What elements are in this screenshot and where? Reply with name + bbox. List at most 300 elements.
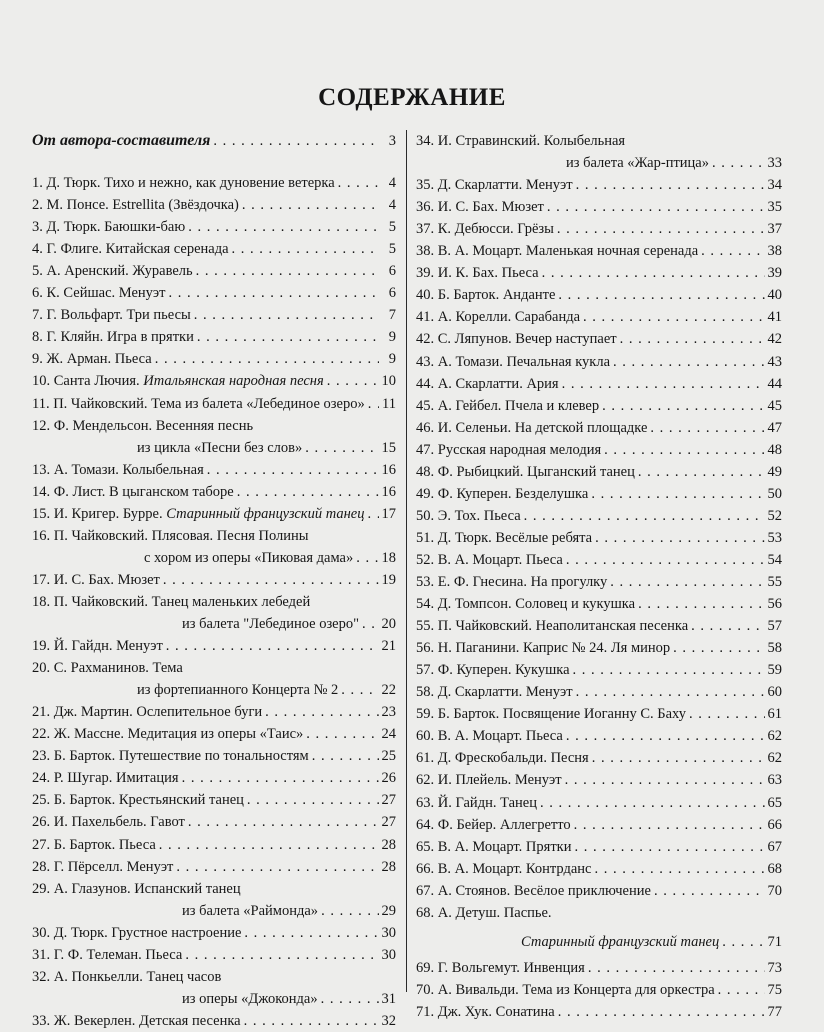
- toc-entry: [416, 351, 782, 373]
- toc-page-number: 34: [767, 177, 782, 194]
- dot-leader: [691, 615, 764, 637]
- toc-entry-title: 12. Ф. Мендельсон. Весенняя песнь: [32, 417, 254, 434]
- dot-leader: [638, 461, 765, 483]
- toc-entry: [32, 348, 396, 370]
- toc-entry-title: 13. А. Томази. Колыбельная: [32, 461, 204, 478]
- toc-entry-title: 8. Г. Кляйн. Игра в прятки: [32, 329, 194, 346]
- toc-entry-title: 50. Э. Тох. Пьеса: [416, 507, 521, 524]
- toc-page-number: 4: [388, 175, 396, 191]
- dot-leader: [557, 218, 765, 240]
- dot-leader: [604, 439, 764, 461]
- toc-entry: [32, 304, 396, 326]
- toc-entry: [32, 525, 396, 547]
- toc-page-number: 33: [767, 155, 782, 172]
- dot-leader: [338, 172, 379, 194]
- toc-entry: [32, 679, 396, 701]
- toc-entry-title: 42. С. Ляпунов. Вечер наступает: [416, 331, 617, 348]
- toc-entry: [32, 130, 396, 152]
- dot-leader: [547, 196, 765, 218]
- dot-leader: [362, 613, 378, 635]
- toc-entry: [32, 900, 396, 922]
- dot-leader: [306, 723, 378, 745]
- dot-leader: [592, 747, 765, 769]
- toc-page-number: 5: [388, 241, 396, 258]
- toc-entry-title: 69. Г. Вольгемут. Инвенция: [416, 959, 585, 976]
- toc-entry: [32, 613, 396, 635]
- dot-leader: [368, 393, 379, 415]
- toc-entry-title: 68. А. Детуш. Паспье.: [416, 904, 552, 921]
- toc-entry-title: 34. И. Стравинский. Колыбельная: [416, 133, 626, 149]
- toc-entry-title: 70. А. Вивальди. Тема из Концерта для оркестра: [416, 981, 715, 998]
- toc-page-number: 24: [381, 726, 396, 743]
- dot-leader: [712, 152, 765, 174]
- toc-page-number: 27: [381, 814, 396, 831]
- dot-leader: [613, 351, 764, 373]
- dot-leader: [207, 459, 379, 481]
- toc-entry: [416, 174, 782, 196]
- toc-page-number: 73: [767, 959, 782, 976]
- toc-entry: [32, 326, 396, 348]
- toc-entry-title: 64. Ф. Бейер. Аллегретто: [416, 816, 571, 833]
- dot-leader: [524, 505, 765, 527]
- toc-page-number: 66: [767, 816, 782, 833]
- toc-page-number: 15: [381, 439, 396, 456]
- toc-page-number: 21: [381, 638, 396, 655]
- dot-leader: [566, 725, 765, 747]
- dot-leader: [565, 769, 765, 791]
- toc-entry: [416, 527, 782, 549]
- toc-entry: [416, 262, 782, 284]
- toc-page-number: 23: [381, 704, 396, 721]
- dot-leader: [566, 549, 765, 571]
- toc-entry: [416, 979, 782, 1001]
- toc-page-number: 59: [767, 662, 782, 679]
- toc-entry-title: От автора-составителя: [32, 132, 211, 149]
- toc-entry-title: из балета «Раймонда»: [182, 902, 319, 919]
- toc-entry: [32, 789, 396, 811]
- dot-leader: [155, 348, 379, 370]
- toc-entry: [32, 370, 396, 392]
- toc-page-number: 58: [767, 640, 782, 657]
- toc-entry: [416, 957, 782, 979]
- toc-entry: [32, 834, 396, 856]
- toc-entry-title: 71. Дж. Хук. Сонатина: [416, 1003, 555, 1020]
- dot-leader: [247, 789, 379, 811]
- toc-page-number: 49: [767, 463, 782, 480]
- toc-page-number: 7: [388, 307, 396, 324]
- dot-leader: [244, 922, 378, 944]
- dot-leader: [722, 931, 764, 953]
- toc-entry: [32, 1010, 396, 1032]
- toc-entry-title: 22. Ж. Массне. Медитация из оперы «Таис»: [32, 726, 304, 743]
- toc-entry: [32, 481, 396, 503]
- toc-entry-title: из оперы «Джоконда»: [182, 990, 318, 1007]
- toc-entry-title: 58. Д. Скарлатти. Менуэт: [416, 684, 573, 701]
- toc-entry-title: 49. Ф. Куперен. Безделушка: [416, 485, 589, 502]
- toc-page-number: 16: [381, 483, 396, 500]
- toc-page-number: 28: [381, 858, 396, 875]
- toc-entry: [416, 769, 782, 791]
- dot-leader: [185, 944, 378, 966]
- toc-entry: [32, 944, 396, 966]
- toc-entry-title: 37. К. Дебюсси. Грёзы: [416, 221, 554, 238]
- toc-entry-title: 40. Б. Барток. Анданте: [416, 287, 556, 304]
- toc-entry: [416, 395, 782, 417]
- dot-leader: [718, 979, 765, 1001]
- toc-entry-title: 28. Г. Пёрселл. Менуэт: [32, 858, 174, 875]
- dot-leader: [542, 262, 765, 284]
- toc-page-number: 43: [767, 353, 782, 370]
- toc-page-number: 30: [381, 946, 396, 963]
- toc-page-number: 30: [381, 924, 396, 941]
- toc-page-number: 53: [767, 529, 782, 546]
- toc-entry-title: 35. Д. Скарлатти. Менуэт: [416, 177, 573, 194]
- toc-entry: [32, 767, 396, 789]
- toc-page-number: 37: [767, 221, 782, 238]
- toc-entry-title: 18. П. Чайковский. Танец маленьких лебедей: [32, 593, 311, 610]
- toc-page-number: 32: [381, 1012, 396, 1029]
- dot-leader: [242, 194, 379, 216]
- toc-entry-title: 38. В. А. Моцарт. Маленькая ночная серенада: [416, 243, 699, 260]
- toc-page-number: 68: [767, 860, 782, 877]
- toc-entry: [32, 966, 396, 988]
- toc-entry-title: 14. Ф. Лист. В цыганском таборе: [32, 483, 234, 500]
- toc-page-number: 65: [767, 794, 782, 811]
- dot-leader: [188, 216, 379, 238]
- toc-entry-title: 16. П. Чайковский. Плясовая. Песня Полины: [32, 527, 309, 544]
- toc-entry: [416, 792, 782, 814]
- toc-page-number: 6: [388, 285, 396, 302]
- toc-page-number: 61: [767, 706, 782, 723]
- dot-leader: [638, 593, 764, 615]
- toc-page-number: 67: [767, 838, 782, 855]
- toc-entry-title: 39. И. К. Бах. Пьеса: [416, 265, 539, 282]
- toc-page-number: 77: [767, 1003, 782, 1020]
- toc-entry: [32, 569, 396, 591]
- toc-page-number: 20: [381, 616, 396, 632]
- toc-page-number: 62: [767, 728, 782, 745]
- toc-page-number: 45: [767, 397, 782, 414]
- toc-entry: [416, 306, 782, 328]
- dot-leader: [341, 679, 378, 701]
- toc-entry-title: 4. Г. Флиге. Китайская серенада: [32, 241, 229, 258]
- toc-entry-title: 2. М. Понсе. Estrellita (Звёздочка): [32, 197, 239, 214]
- toc-page-number: 50: [767, 485, 782, 502]
- toc-entry-title: 61. Д. Фрескобальди. Песня: [416, 750, 589, 767]
- toc-entry-title: из балета «Жар-птица»: [566, 155, 709, 172]
- toc-entry-title: 51. Д. Тюрк. Весёлые ребята: [416, 529, 593, 546]
- toc-entry-title: 52. В. А. Моцарт. Пьеса: [416, 551, 563, 568]
- toc-entry: [416, 593, 782, 615]
- toc-entry: [416, 284, 782, 306]
- toc-entry-title: 10. Санта Лючия. Итальянская народная песня: [32, 373, 324, 390]
- dot-leader: [610, 571, 764, 593]
- toc-page-number: 63: [767, 772, 782, 789]
- toc-entry: [32, 393, 396, 415]
- toc-page-number: 35: [767, 199, 782, 216]
- page-title: СОДЕРЖАНИЕ: [318, 84, 506, 111]
- toc-entry: [32, 282, 396, 304]
- toc-entry-title: 43. А. Томази. Печальная кукла: [416, 353, 611, 370]
- toc-entry-title: 55. П. Чайковский. Неаполитанская песенка: [416, 618, 689, 635]
- toc-entry: [416, 483, 782, 505]
- dot-leader: [595, 527, 764, 549]
- toc-entry-title: 41. А. Корелли. Сарабанда: [416, 309, 581, 326]
- toc-entry: [32, 657, 396, 679]
- toc-entry-title: из балета "Лебединое озеро": [182, 616, 360, 632]
- toc-entry-title: 33. Ж. Векерлен. Детская песенка: [32, 1012, 241, 1029]
- toc-entry-title: 47. Русская народная мелодия: [416, 441, 602, 458]
- toc-entry: [416, 571, 782, 593]
- toc-entry-title: 44. А. Скарлатти. Ария: [416, 375, 559, 392]
- toc-page-number: 55: [767, 574, 782, 590]
- toc-entry: [416, 681, 782, 703]
- toc-entry: [32, 547, 396, 569]
- toc-page-number: 71: [767, 933, 782, 950]
- toc-entry-title: 5. А. Аренский. Журавель: [32, 263, 193, 280]
- toc-page-number: 47: [767, 419, 782, 436]
- toc-entry-title: из фортепианного Концерта № 2: [137, 682, 339, 699]
- toc-entry: [416, 240, 782, 262]
- toc-entry-title: 30. Д. Тюрк. Грустное настроение: [32, 924, 242, 941]
- toc-entry: [32, 437, 396, 459]
- toc-entry-title: 48. Ф. Рыбицкий. Цыганский танец: [416, 463, 635, 480]
- toc-entry: [32, 591, 396, 613]
- dot-leader: [166, 635, 379, 657]
- toc-page-number: 22: [381, 682, 396, 699]
- toc-entry-title: Старинный французский танец: [521, 933, 720, 950]
- dot-leader: [576, 681, 765, 703]
- toc-entry-title: 32. А. Понкьелли. Танец часов: [32, 968, 222, 985]
- toc-page-number: 27: [381, 792, 396, 809]
- toc-entry: [416, 152, 782, 174]
- toc-entry: [32, 459, 396, 481]
- toc-page-number: 4: [388, 197, 396, 214]
- toc-entry-title: 15. И. Кригер. Бурре. Старинный французский танец: [32, 505, 365, 522]
- toc-entry: [416, 659, 782, 681]
- toc-entry-title: 17. И. С. Бах. Мюзет: [32, 571, 160, 588]
- dot-leader: [576, 174, 765, 196]
- toc-entry: [416, 637, 782, 659]
- toc-page-number: 9: [388, 351, 396, 368]
- toc-entry: [416, 1001, 782, 1023]
- dot-leader: [701, 240, 764, 262]
- toc-entry-title: 9. Ж. Арман. Пьеса: [32, 351, 152, 368]
- toc-entry: [32, 415, 396, 437]
- toc-entry: [416, 615, 782, 637]
- toc-page-number: 5: [388, 219, 396, 236]
- toc-entry-title: 24. Р. Шугар. Имитация: [32, 770, 179, 787]
- toc-entry: [32, 503, 396, 525]
- toc-entry-title: 31. Г. Ф. Телеман. Пьеса: [32, 946, 183, 963]
- toc-entry-title: 7. Г. Вольфарт. Три пьесы: [32, 307, 191, 324]
- toc-entry: [416, 373, 782, 395]
- toc-entry-title: 3. Д. Тюрк. Баюшки-баю: [32, 219, 186, 236]
- toc-entry: [32, 745, 396, 767]
- dot-leader: [591, 483, 764, 505]
- toc-entry: [32, 238, 396, 260]
- toc-entry: [32, 216, 396, 238]
- toc-page-number: 54: [767, 551, 782, 568]
- toc-entry: [416, 747, 782, 769]
- toc-entry-title: 62. И. Плейель. Менуэт: [416, 772, 562, 789]
- toc-entry: [32, 811, 396, 833]
- dot-leader: [574, 836, 764, 858]
- toc-entry-title: 59. Б. Барток. Посвящение Иоганну С. Баху: [416, 706, 686, 723]
- toc-page-number: 56: [767, 596, 782, 613]
- toc-page-number: 62: [767, 750, 782, 767]
- toc-entry-title: 26. И. Пахельбель. Гавот: [32, 814, 185, 831]
- toc-page-number: 42: [767, 331, 782, 348]
- dot-leader: [321, 900, 378, 922]
- toc-entry: [416, 549, 782, 571]
- toc-page-number: 3: [388, 133, 396, 149]
- toc-entry-title: 21. Дж. Мартин. Ослепительное буги: [32, 704, 263, 721]
- toc-page-number: 25: [381, 748, 396, 765]
- toc-entry: [416, 196, 782, 218]
- toc-entry-title: 67. А. Стоянов. Весёлое приключение: [416, 882, 651, 899]
- toc-entry-title: 25. Б. Барток. Крестьянский танец: [32, 792, 244, 809]
- dot-leader: [305, 437, 378, 459]
- dot-leader: [583, 306, 764, 328]
- toc-entry: [32, 988, 396, 1010]
- dot-leader: [312, 745, 379, 767]
- toc-entry-title: 60. В. А. Моцарт. Пьеса: [416, 728, 563, 745]
- toc-page-number: 75: [767, 981, 782, 998]
- toc-entry-title: 46. И. Селеньи. На детской площадке: [416, 419, 648, 436]
- toc-entry: [32, 635, 396, 657]
- dot-leader: [188, 811, 379, 833]
- dot-leader: [327, 370, 379, 392]
- toc-entry: [32, 260, 396, 282]
- dot-leader: [356, 547, 378, 569]
- toc-entry: [416, 725, 782, 747]
- toc-page-number: 18: [381, 549, 396, 566]
- toc-page-number: 38: [767, 243, 782, 260]
- dot-leader: [321, 988, 379, 1010]
- dot-leader: [689, 703, 765, 725]
- toc-entry: [32, 701, 396, 723]
- toc-page-number: 44: [767, 375, 782, 392]
- toc-entry-title: 23. Б. Барток. Путешествие по тональностям: [32, 748, 309, 765]
- toc-entry-title: 11. П. Чайковский. Тема из балета «Лебединое озеро»: [32, 395, 365, 412]
- toc-entry-title: 19. Й. Гайдн. Менуэт: [32, 638, 163, 655]
- toc-entry-title: 1. Д. Тюрк. Тихо и нежно, как дуновение ветерка: [32, 175, 335, 191]
- toc-entry-title: 36. И. С. Бах. Мюзет: [416, 199, 544, 216]
- toc-page-number: 31: [381, 990, 396, 1007]
- toc-page-number: 57: [767, 618, 782, 635]
- toc-entry-title: 63. Й. Гайдн. Танец: [416, 794, 537, 811]
- toc-entry-title: 54. Д. Томпсон. Соловец и кукушка: [416, 596, 636, 613]
- toc-page-number: 70: [767, 882, 782, 899]
- column-divider: [406, 130, 407, 992]
- toc-entry: [416, 417, 782, 439]
- dot-leader: [574, 814, 765, 836]
- toc-page-number: 60: [767, 684, 782, 701]
- toc-entry: [416, 858, 782, 880]
- dot-leader: [176, 856, 378, 878]
- toc-entry: [416, 461, 782, 483]
- dot-leader: [196, 260, 379, 282]
- toc-page-number: 17: [381, 505, 396, 522]
- toc-entry-title: 6. К. Сейшас. Менуэт: [32, 285, 166, 302]
- toc-page-number: 26: [381, 770, 396, 787]
- dot-leader: [654, 880, 765, 902]
- toc-entry: [32, 856, 396, 878]
- toc-page-number: 11: [382, 395, 396, 412]
- toc-page-number: 10: [381, 373, 396, 390]
- dot-leader: [673, 637, 764, 659]
- dot-leader: [558, 284, 764, 306]
- dot-leader: [368, 503, 379, 525]
- toc-entry: [32, 878, 396, 900]
- toc-page-number: 48: [767, 441, 782, 458]
- dot-leader: [244, 1010, 379, 1032]
- toc-entry-title: 66. В. А. Моцарт. Контрданс: [416, 860, 592, 877]
- toc-page-number: 28: [381, 836, 396, 853]
- toc-entry-title: 29. А. Глазунов. Испанский танец: [32, 880, 241, 897]
- toc-entry-title: с хором из оперы «Пиковая дама»: [144, 549, 354, 566]
- toc-entry-title: 53. Е. Ф. Гнесина. На прогулку: [416, 574, 608, 590]
- dot-leader: [562, 373, 765, 395]
- dot-leader: [163, 569, 379, 591]
- dot-leader: [620, 328, 765, 350]
- toc-entry: [416, 836, 782, 858]
- toc-entry: [416, 902, 782, 924]
- toc-entry: [416, 439, 782, 461]
- toc-page-number: 41: [767, 309, 782, 326]
- toc-entry: [32, 172, 396, 194]
- toc-page-number: 16: [381, 461, 396, 478]
- toc-entry-title: 57. Ф. Куперен. Кукушка: [416, 662, 570, 679]
- toc-entry-title: 65. В. А. Моцарт. Прятки: [416, 838, 572, 855]
- toc-page-number: 39: [767, 265, 782, 282]
- dot-leader: [602, 395, 764, 417]
- toc-page-number: 6: [388, 263, 396, 280]
- toc-entry: [416, 328, 782, 350]
- toc-entry-title: 20. С. Рахманинов. Тема: [32, 660, 183, 677]
- toc-entry: [32, 723, 396, 745]
- dot-leader: [232, 238, 379, 260]
- toc-entry-title: из цикла «Песни без слов»: [137, 439, 303, 456]
- toc-entry: [32, 922, 396, 944]
- toc-entry-title: 27. Б. Барток. Пьеса: [32, 836, 156, 853]
- dot-leader: [168, 282, 379, 304]
- dot-leader: [588, 957, 765, 979]
- toc-page-number: 52: [767, 507, 782, 524]
- dot-leader: [197, 326, 379, 348]
- toc-entry-title: 45. А. Гейбел. Пчела и клевер: [416, 397, 600, 414]
- toc-entry: [416, 703, 782, 725]
- toc-page-number: 29: [381, 902, 396, 919]
- toc-entry: [32, 194, 396, 216]
- dot-leader: [237, 481, 379, 503]
- dot-leader: [182, 767, 379, 789]
- toc-entry: [416, 130, 782, 152]
- dot-leader: [650, 417, 764, 439]
- dot-leader: [540, 792, 765, 814]
- toc-entry: [416, 218, 782, 240]
- toc-entry: [416, 505, 782, 527]
- dot-leader: [594, 858, 764, 880]
- toc-page-number: 40: [767, 287, 782, 304]
- dot-leader: [159, 834, 379, 856]
- toc-entry: [416, 814, 782, 836]
- dot-leader: [558, 1001, 765, 1023]
- toc-entry-title: 56. Н. Паганини. Каприс № 24. Ля минор: [416, 640, 671, 657]
- dot-leader: [194, 304, 379, 326]
- toc-entry: [416, 880, 782, 902]
